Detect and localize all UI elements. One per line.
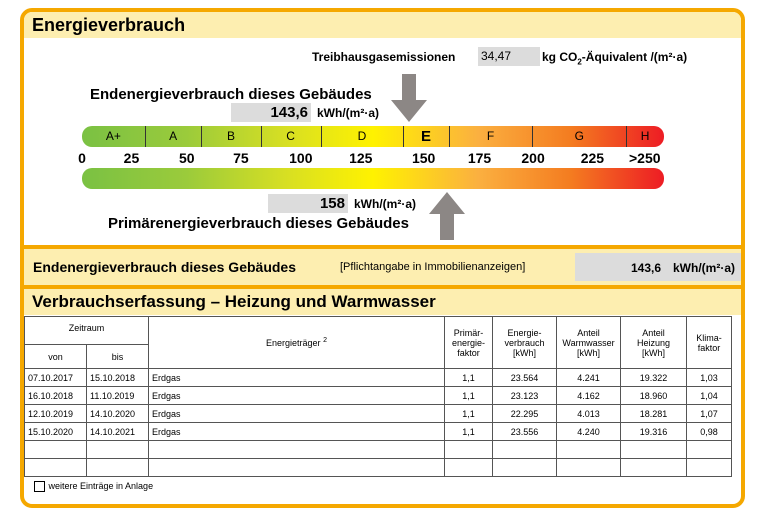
scale-tick: 175: [467, 150, 492, 166]
scale-tick: >250: [629, 150, 661, 166]
more-entries-label: weitere Einträge in Anlage: [48, 480, 154, 491]
arrow-down-icon: [391, 74, 427, 122]
table-cell: [149, 459, 445, 477]
table-row: [25, 387, 732, 405]
table-cell: Erdgas: [149, 369, 445, 387]
table-cell: [493, 459, 557, 477]
arrow-up-icon: [429, 192, 465, 240]
energy-class-d: D: [357, 129, 367, 143]
energy-class-e: E: [420, 128, 431, 145]
energy-class-scale: [82, 126, 664, 147]
table-cell: [621, 441, 687, 459]
table-cell: 19.316: [621, 423, 687, 441]
table-cell: [25, 441, 87, 459]
table-cell: [557, 441, 621, 459]
scale-tick: 225: [580, 150, 605, 166]
scale-tick: 0: [78, 150, 86, 166]
table-cell: 11.10.2019: [87, 387, 149, 405]
scale-tick: 50: [178, 150, 195, 166]
table-cell: 4.240: [557, 423, 621, 441]
primary-energy-label: Primärenergieverbrauch dieses Gebäudes: [108, 215, 409, 232]
table-cell: 1,1: [445, 387, 493, 405]
emissions-label: Treibhausgasemissionen: [312, 50, 456, 64]
table-cell: 4.241: [557, 369, 621, 387]
primary-energy-scale: [82, 168, 664, 189]
table-row: [25, 405, 732, 423]
energy-certificate-frame: [20, 8, 745, 508]
scale-tick: 25: [123, 150, 140, 166]
summary-bar: [24, 249, 741, 285]
table-row: [25, 423, 732, 441]
table-cell: 18.960: [621, 387, 687, 405]
table-cell: 14.10.2020: [87, 405, 149, 423]
more-entries-checkbox[interactable]: [34, 481, 45, 492]
energy-class-a-plus: A+: [105, 129, 121, 143]
table-cell: Erdgas: [149, 405, 445, 423]
consumption-section-title: Verbrauchserfassung – Heizung und Warmwasser: [24, 289, 741, 315]
table-cell: 4.013: [557, 405, 621, 423]
table-cell: [557, 459, 621, 477]
header-primaerenergiefaktor: Primär- energie- faktor: [445, 317, 493, 369]
energy-class-a: A: [169, 129, 178, 143]
energy-class-c: C: [286, 129, 295, 143]
header-warmwasser: Anteil Warmwasser [kWh]: [557, 317, 621, 369]
table-cell: [149, 441, 445, 459]
summary-value: 143,6: [631, 261, 662, 275]
table-cell: 1,1: [445, 405, 493, 423]
energy-class-h: H: [640, 129, 650, 143]
energy-class-b: B: [226, 129, 235, 143]
end-energy-label: Endenergieverbrauch dieses Gebäudes: [90, 86, 372, 103]
energy-class-f: F: [486, 129, 495, 143]
summary-label: Endenergieverbrauch dieses Gebäudes: [33, 259, 296, 275]
primary-energy-value: 158: [268, 194, 348, 213]
table-cell: [687, 441, 732, 459]
table-cell: 15.10.2018: [87, 369, 149, 387]
header-heizung: Anteil Heizung [kWh]: [621, 317, 687, 369]
table-cell: Erdgas: [149, 387, 445, 405]
end-energy-value: 143,6: [231, 103, 311, 122]
table-cell: [621, 459, 687, 477]
emissions-unit: kg $CO_2$-Äquivalent /(m²·a): [542, 50, 688, 67]
table-row: [25, 441, 732, 459]
section-title: Energieverbrauch: [24, 12, 741, 38]
table-cell: [445, 441, 493, 459]
table-cell: [25, 459, 87, 477]
end-energy-unit: kWh/(m²·a): [317, 106, 379, 120]
table-cell: 4.162: [557, 387, 621, 405]
table-cell: 15.10.2020: [25, 423, 87, 441]
table-row: [25, 369, 732, 387]
header-bis: bis: [87, 345, 149, 369]
table-cell: 23.556: [493, 423, 557, 441]
table-cell: Erdgas: [149, 423, 445, 441]
table-cell: 07.10.2017: [25, 369, 87, 387]
table-cell: 1,1: [445, 423, 493, 441]
table-cell: [87, 459, 149, 477]
table-cell: [87, 441, 149, 459]
table-cell: 14.10.2021: [87, 423, 149, 441]
header-von: von: [25, 345, 87, 369]
table-cell: 1,03: [687, 369, 732, 387]
table-cell: 12.10.2019: [25, 405, 87, 423]
table-cell: 22.295: [493, 405, 557, 423]
header-energietraeger: Energieträger $^2$: [149, 317, 445, 369]
summary-note: [Pflichtangabe in Immobilienanzeigen]: [340, 261, 526, 273]
energy-class-g: G: [574, 129, 584, 143]
table-cell: 0,98: [687, 423, 732, 441]
table-cell: 23.123: [493, 387, 557, 405]
table-cell: 1,04: [687, 387, 732, 405]
emissions-value: 34,47: [478, 47, 540, 66]
header-energieverbrauch: Energie- verbrauch [kWh]: [493, 317, 557, 369]
header-klimafaktor: Klima- faktor: [687, 317, 732, 369]
table-cell: 1,1: [445, 369, 493, 387]
scale-tick: 150: [411, 150, 436, 166]
primary-energy-unit: kWh/(m²·a): [354, 197, 416, 211]
scale-tick: 75: [233, 150, 249, 166]
table-cell: 18.281: [621, 405, 687, 423]
summary-value-box: [575, 253, 745, 281]
summary-unit: kWh/(m²·a): [673, 261, 735, 275]
scale-tick: 125: [349, 150, 373, 166]
table-cell: 23.564: [493, 369, 557, 387]
consumption-table: [24, 316, 732, 496]
table-cell: [687, 459, 732, 477]
table-cell: 16.10.2018: [25, 387, 87, 405]
table-row: [25, 459, 732, 477]
table-cell: 1,07: [687, 405, 732, 423]
table-footer: [25, 477, 732, 497]
table-cell: [493, 441, 557, 459]
scale-tick: 200: [521, 150, 545, 166]
table-cell: 19.322: [621, 369, 687, 387]
header-zeitraum: Zeitraum: [25, 317, 149, 345]
scale-tick: 100: [289, 150, 313, 166]
table-cell: [445, 459, 493, 477]
